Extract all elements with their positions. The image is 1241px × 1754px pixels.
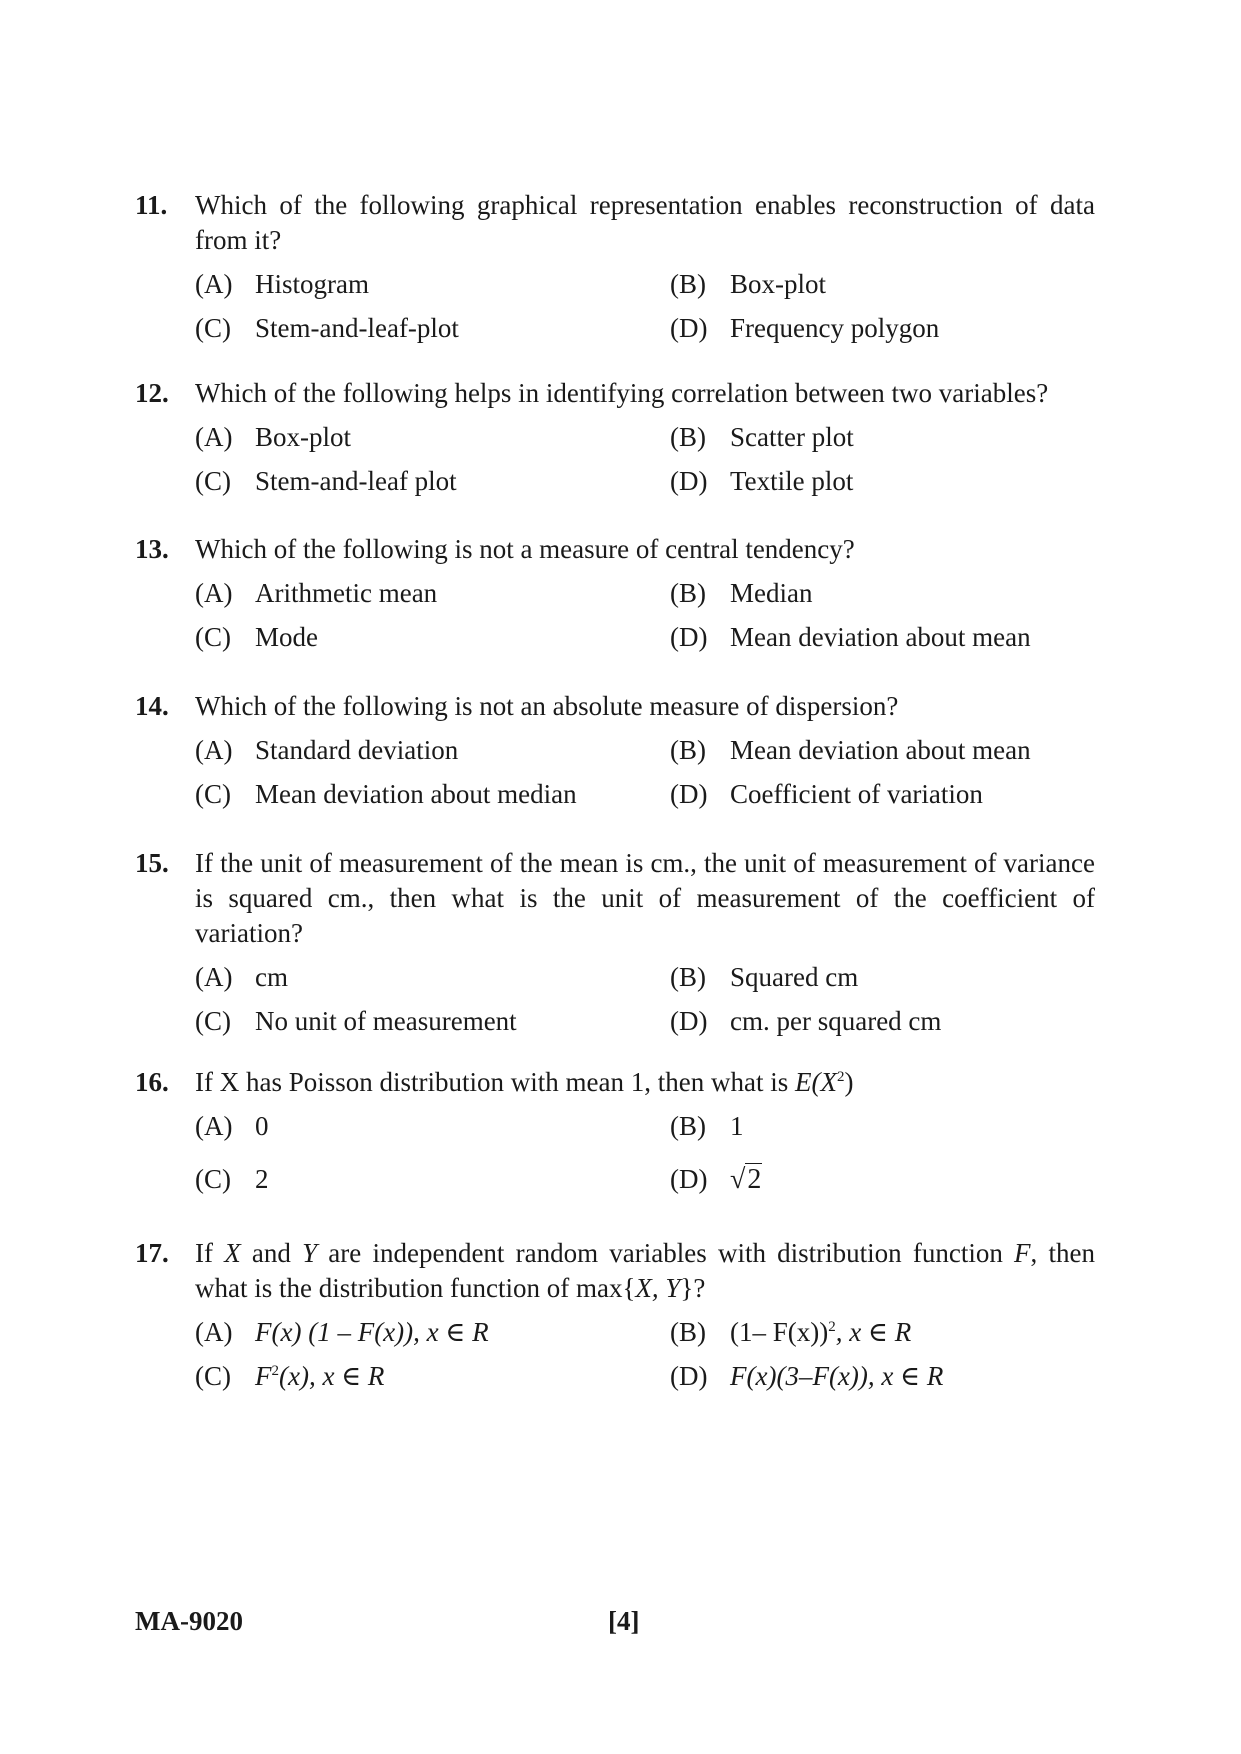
- option-b: (B) Box-plot: [670, 269, 827, 299]
- question-text: If X and Y are independent random variables with distribution function F, then what is the distribution function of max{X, Y}?: [195, 1238, 1095, 1303]
- options-grid: [195, 267, 1095, 346]
- option-c: (C) Stem-and-leaf plot: [195, 466, 457, 496]
- question-text: If X has Poisson distribution with mean 1, then what is $E(X^2)$: [195, 1067, 854, 1097]
- option-b: (B) Median: [670, 578, 813, 608]
- option-c: (C) Mode: [195, 622, 318, 652]
- question-13: [135, 532, 1095, 655]
- option-a: (A) Box-plot: [195, 422, 352, 452]
- option-c: (C) No unit of measurement: [195, 1006, 517, 1036]
- question-text: Which of the following is not an absolute measure of dispersion?: [195, 691, 899, 721]
- option-a: (A) Standard deviation: [195, 735, 459, 765]
- option-a: (A) cm: [195, 962, 288, 992]
- options-grid: [195, 420, 1095, 499]
- options-grid: [195, 1315, 1095, 1394]
- option-d: (D) F(x)(3–F(x)), x ∈ R: [670, 1361, 944, 1391]
- option-b: (B) Squared cm: [670, 962, 859, 992]
- radical-sign: √: [730, 1164, 746, 1195]
- option-b: (B) (1– F(x))$^2$, x ∈ R: [670, 1317, 912, 1347]
- question-text: Which of the following is not a measure of central tendency?: [195, 534, 855, 564]
- options-grid: [195, 733, 1095, 812]
- option-c: (C) Mean deviation about median: [195, 779, 577, 809]
- option-c: (C) $F^2(x)$, x ∈ R: [195, 1361, 385, 1391]
- question-text: If the unit of measurement of the mean is cm., the unit of measurement of variance is squared cm., then what is the unit of measurement of the coefficient of variation?: [195, 848, 1095, 948]
- question-11: [135, 188, 1095, 346]
- options-grid: [195, 576, 1095, 655]
- question-number: 16.: [135, 1067, 169, 1097]
- question-number: 14.: [135, 691, 169, 721]
- question-text: Which of the following graphical representation enables reconstruction of data from it?: [195, 190, 1095, 255]
- option-d: (D) cm. per squared cm: [670, 1006, 942, 1036]
- options-grid: [195, 960, 1095, 1039]
- option-b: (B) 1: [670, 1111, 744, 1141]
- option-b: (B) Scatter plot: [670, 422, 854, 452]
- question-text: Which of the following helps in identifying correlation between two variables?: [195, 378, 1049, 408]
- option-c: (C) Stem-and-leaf-plot: [195, 313, 459, 343]
- page-number: [4]: [608, 1606, 640, 1636]
- option-b: (B) Mean deviation about mean: [670, 735, 1031, 765]
- question-16: [135, 1065, 1095, 1197]
- paper-code: MA-9020: [135, 1606, 243, 1636]
- option-a: (A) 0: [195, 1111, 269, 1141]
- question-number: 12.: [135, 378, 169, 408]
- question-number: 11.: [135, 190, 168, 220]
- question-12: [135, 376, 1095, 499]
- square-root-expression: √2: [730, 1164, 762, 1195]
- option-d: (D) Coefficient of variation: [670, 779, 983, 809]
- option-a: (A) Histogram: [195, 269, 369, 299]
- option-a: (A) F(x) (1 – F(x)), x ∈ R: [195, 1317, 489, 1347]
- question-17: [135, 1236, 1095, 1394]
- question-number: 17.: [135, 1238, 169, 1268]
- option-d: (D) Textile plot: [670, 466, 854, 496]
- question-number: 15.: [135, 848, 169, 878]
- question-number: 13.: [135, 534, 169, 564]
- question-15: [135, 846, 1095, 1039]
- option-d: (D) √2: [670, 1164, 762, 1195]
- option-c: (C) 2: [195, 1164, 269, 1194]
- options-grid: [195, 1109, 1095, 1197]
- option-d: (D) Mean deviation about mean: [670, 622, 1031, 652]
- option-a: (A) Arithmetic mean: [195, 578, 438, 608]
- option-d: (D) Frequency polygon: [670, 313, 940, 343]
- question-14: [135, 689, 1095, 812]
